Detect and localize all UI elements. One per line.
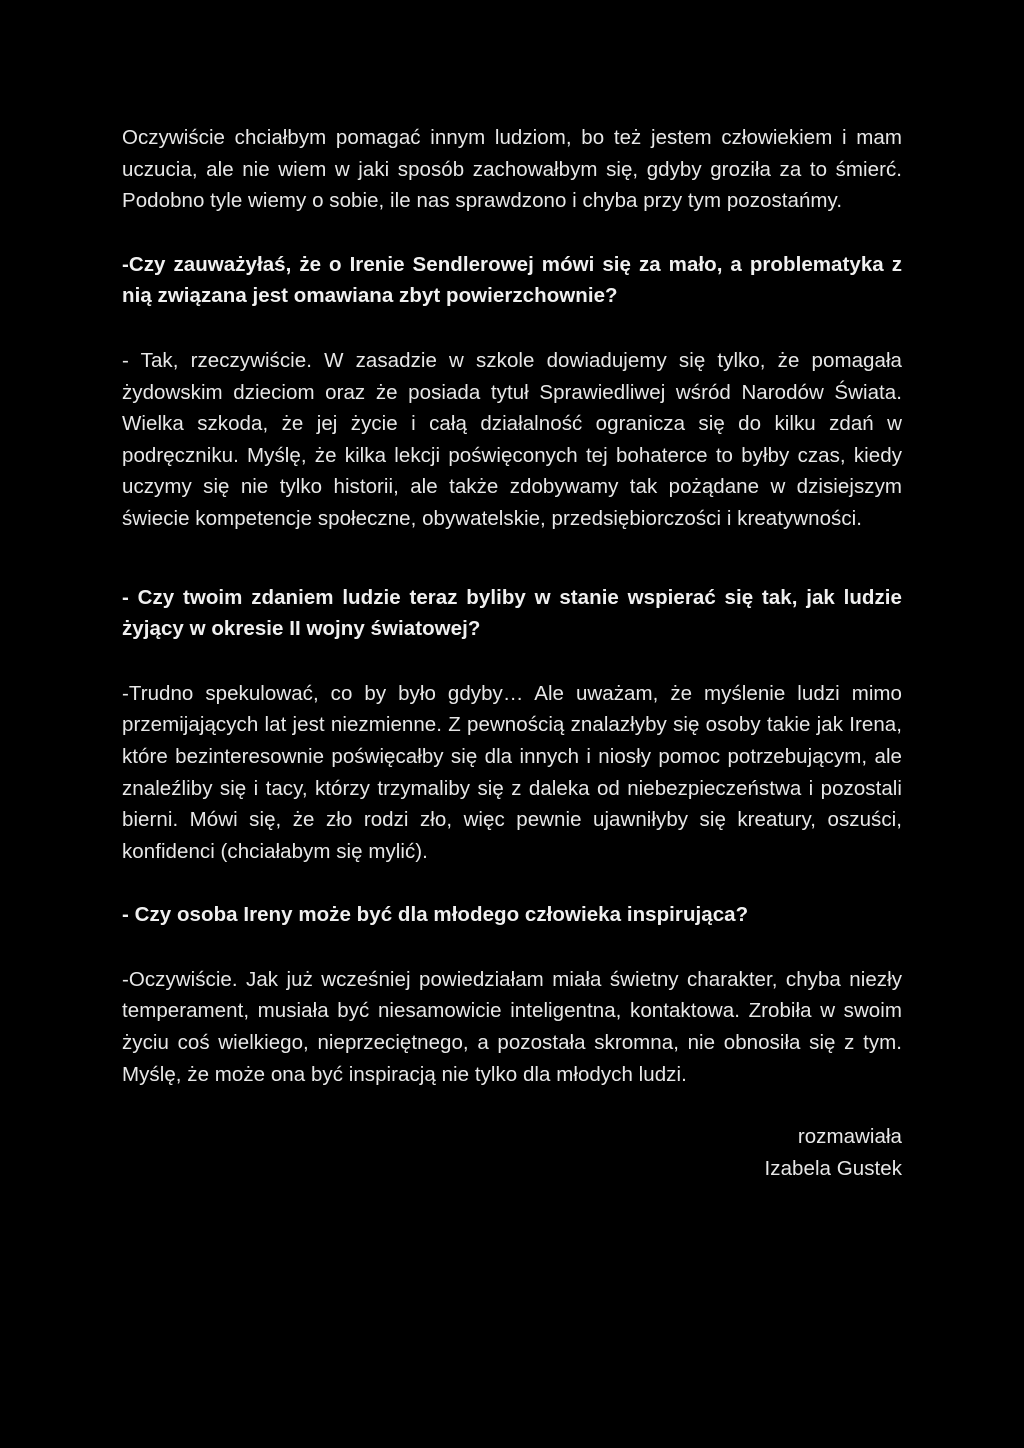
answer-3: -Oczywiście. Jak już wcześniej powiedziałam miała świetny charakter, chyba niezły temperament, musiała być niesamowicie inteligentna, kontaktowa. Zrobiła w swoim życiu coś wielkiego, nieprzeciętnego, a pozostała skromna, nie obnosiła się z tym. Myślę, że może ona być inspiracją nie tylko dla młodych ludzi. [122,967,902,1086]
signature-label: rozmawiała [797,1125,902,1149]
spacer [122,1090,902,1121]
question-3: - Czy osoba Ireny może być dla młodego człowieka inspirująca? [122,903,749,927]
question-2: - Czy twoim zdaniem ludzie teraz byliby w stanie wspierać się tak, jak ludzie żyjący w okresie II wojny światowej? [122,585,902,641]
intro-paragraph: Oczywiście chciałbym pomagać innym ludziom, bo też jestem człowiekiem i mam uczucia, ale nie wiem w jaki sposób zachowałbym się, gdyby groziła za to śmierć. Podobno tyle wiemy o sobie, ile nas sprawdzono i chyba przy tym pozostańmy. [122,126,902,213]
spacer [122,312,902,345]
spacer [122,867,902,899]
signature-name: Izabela Gustek [764,1156,902,1180]
question-1: -Czy zauważyłaś, że o Irenie Sendlerowej mówi się za mało, a problematyka z nią związana jest omawiana zbyt powierzchownie? [122,252,902,308]
answer-2: -Trudno spekulować, co by było gdyby… Ale uważam, że myślenie ludzi mimo przemijających lat jest niezmienne. Z pewnością znalazłyby się osoby takie jak Irena, które bezinteresownie poświęcałby się dla innych i niosły pomoc potrzebującym, ale znaleźliby się i tacy, którzy trzymaliby się z daleka od niebezpieczeństwa i pozostali bierni. Mówi się, że zło rodzi zło, więc pewnie ujawniłyby się kreatury, oszuści, konfidenci (chciałabym się mylić). [122,681,902,863]
answer-1: - Tak, rzeczywiście. W zasadzie w szkole dowiadujemy się tylko, że pomagała żydowskim dzieciom oraz że posiada tytuł Sprawiedliwej wśród Narodów Świata. Wielka szkoda, że jej życie i całą działalność ogranicza się do kilku zdań w podręczniku. Myślę, że kilka lekcji poświęconych tej bohaterce to byłby czas, kiedy uczymy się nie tylko historii, ale także zdobywamy tak pożądane w dzisiejszym świecie kompetencje społeczne, obywatelskie, przedsiębiorczości i kreatywności. [122,348,902,530]
spacer [122,535,902,582]
spacer [122,217,902,249]
interview-text [122,122,902,1184]
spacer [122,645,902,678]
spacer [122,931,902,964]
